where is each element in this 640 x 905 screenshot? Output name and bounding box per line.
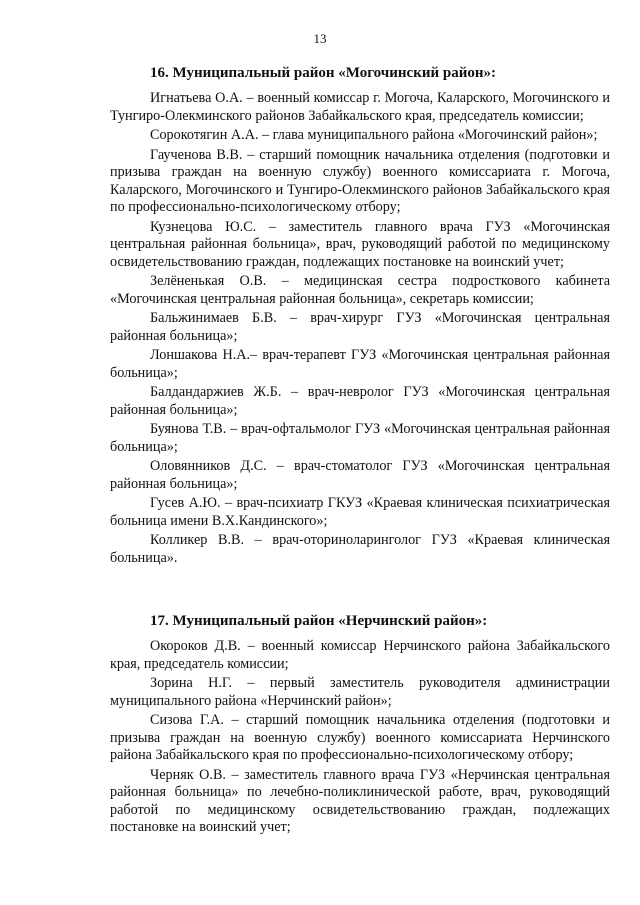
commission-member: Гаученова В.В. – старший помощник начальника отделения (подготовки и призыва граждан на военную службу) военного комиссариата г. Могоча, Каларского, Могочинского и Тунгиро-Олекминского районов Забайкальского края по профессионально-психологическому отбору; [110,146,610,215]
commission-member: Черняк О.В. – заместитель главного врача ГУЗ «Нерчинская центральная районная больница» по лечебно-поликлинической работе, врач, руководящий работой по медицинскому освидетельствованию граждан, подлежащих постановке на воинский учет; [110,766,610,835]
section-title: 16. Муниципальный район «Могочинский район»: [150,65,496,81]
commission-member: Буянова Т.В. – врач-офтальмолог ГУЗ «Могочинская центральная районная больница»; [110,421,610,455]
page-number: 13 [313,31,327,46]
commission-member: Колликер В.В. – врач-оториноларинголог ГУЗ «Краевая клиническая больница». [110,532,610,566]
commission-member: Лоншакова Н.А.– врач-терапевт ГУЗ «Могочинская центральная районная больница»; [110,347,610,381]
commission-member: Бальжинимаев Б.В. – врач-хирург ГУЗ «Могочинская центральная районная больница»; [110,310,610,344]
commission-member: Сизова Г.А. – старший помощник начальника отделения (подготовки и призыва граждан на военную службу) военного комиссариата Нерчинского района Забайкальского края по профессионально-психологическому отбору; [110,712,610,763]
commission-member: Кузнецова Ю.С. – заместитель главного врача ГУЗ «Могочинская центральная районная больница», врач, руководящий работой по медицинскому освидетельствованию граждан, подлежащих постановке на воинский учет; [110,218,610,270]
section-nerchinsk [110,612,610,839]
commission-member: Окороков Д.В. – военный комиссар Нерчинского района Забайкальского края, председатель комиссии; [110,638,610,672]
commission-member: Зорина Н.Г. – первый заместитель руководителя администрации муниципального района «Нерчинский район»; [110,675,610,709]
section-mogocha [110,64,610,569]
commission-member: Оловянников Д.С. – врач-стоматолог ГУЗ «Могочинская центральная районная больница»; [110,458,610,492]
commission-member: Сорокотягин А.А. – глава муниципального района «Могочинский район»; [150,127,598,143]
section-title: 17. Муниципальный район «Нерчинский район»: [150,613,488,629]
commission-member: Балдандаржиев Ж.Б. – врач-невролог ГУЗ «Могочинская центральная районная больница»; [110,384,610,418]
commission-member: Игнатьева О.А. – военный комиссар г. Могоча, Каларского, Могочинского и Тунгиро-Олекминского районов Забайкальского края, председатель комиссии; [110,90,610,124]
commission-member: Зелёненькая О.В. – медицинская сестра подросткового кабинета «Могочинская центральная районная больница», секретарь комиссии; [110,273,610,307]
commission-member: Гусев А.Ю. – врач-психиатр ГКУЗ «Краевая клиническая психиатрическая больница имени В.Х.Кандинского»; [110,495,610,529]
